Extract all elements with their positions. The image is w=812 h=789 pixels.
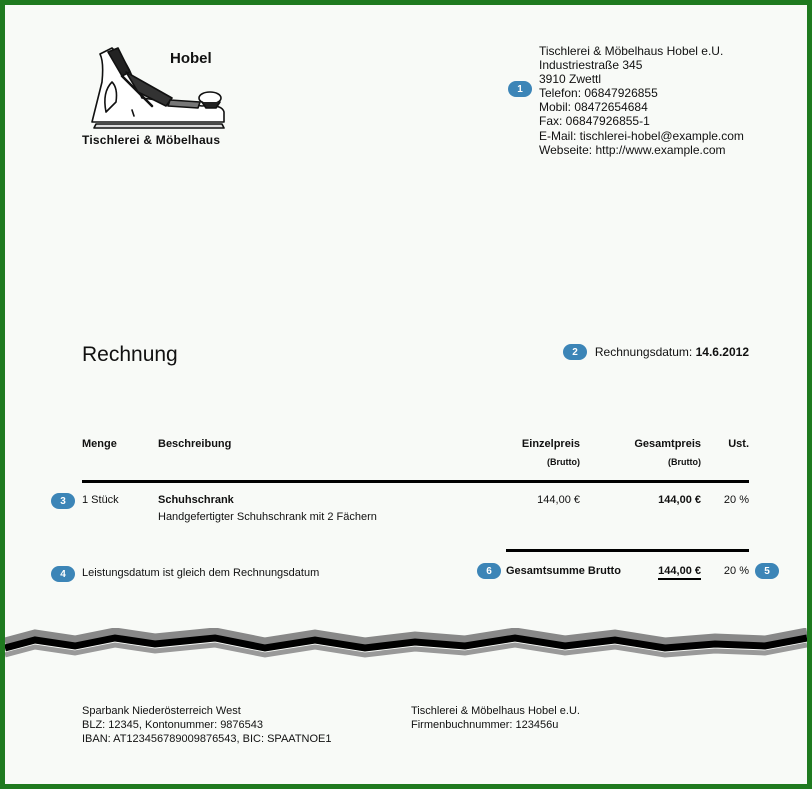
footer-firm-line: Firmenbuchnummer: 123456u	[411, 719, 559, 731]
address-line: 3910 Zwettl	[539, 72, 602, 87]
row-unit-price: 144,00 €	[537, 494, 580, 506]
badge-6: 6	[477, 563, 501, 579]
logo-subtitle: Tischlerei & Möbelhaus	[82, 133, 221, 147]
sum-divider	[506, 549, 749, 552]
sum-tax: 20 %	[723, 565, 749, 577]
page-title: Rechnung	[82, 343, 178, 366]
footer-bank-line: Sparbank Niederösterreich West	[82, 705, 241, 717]
sum-value: 144,00 €	[658, 565, 701, 580]
footer-bank-line: BLZ: 12345, Kontonummer: 9876543	[82, 719, 264, 731]
footer-firm-line: Tischlerei & Möbelhaus Hobel e.U.	[411, 705, 580, 717]
badge-4: 4	[51, 566, 75, 582]
row-total-price: 144,00 €	[658, 494, 701, 506]
invoice-date-value: 14.6.2012	[695, 345, 749, 359]
badge-1: 1	[508, 81, 532, 97]
header-qty: Menge	[82, 438, 117, 450]
header-unit-price: Einzelpreis	[521, 438, 580, 450]
header-total-price: Gesamtpreis	[634, 438, 701, 450]
address-line: Webseite: http://www.example.com	[539, 142, 726, 157]
badge-3: 3	[51, 493, 75, 509]
footer-bank	[82, 704, 332, 746]
footer-bank-line: IBAN: AT123456789009876543, BIC: SPAATNOE1	[82, 733, 332, 745]
service-date-note: Leistungsdatum ist gleich dem Rechnungsdatum	[82, 567, 320, 579]
address-line: Fax: 06847926855-1	[539, 114, 650, 129]
address-line: Industriestraße 345	[539, 58, 643, 73]
address-line: Telefon: 06847926855	[539, 86, 658, 101]
badge-2: 2	[563, 344, 587, 360]
row-detail: Handgefertigter Schuhschrank mit 2 Fächern	[158, 511, 377, 523]
sum-label: Gesamtsumme Brutto	[506, 565, 621, 577]
badge-5: 5	[755, 563, 779, 579]
header-desc: Beschreibung	[158, 438, 232, 450]
invoice-date	[595, 345, 749, 359]
row-tax: 20 %	[723, 494, 749, 506]
header-tax: Ust.	[728, 438, 749, 450]
address-line: Tischlerei & Möbelhaus Hobel e.U.	[539, 44, 724, 58]
company-address	[539, 44, 744, 157]
row-qty: 1 Stück	[82, 494, 119, 506]
address-line: Mobil: 08472654684	[539, 100, 648, 115]
address-line: E-Mail: tischlerei-hobel@example.com	[539, 128, 744, 143]
row-name: Schuhschrank	[158, 494, 234, 506]
torn-edge-divider	[5, 628, 807, 668]
footer-firm	[411, 704, 580, 732]
header-total-price-sub: (Brutto)	[668, 457, 701, 467]
logo-title: Hobel	[170, 50, 212, 67]
header-divider	[82, 480, 749, 483]
header-unit-price-sub: (Brutto)	[547, 457, 580, 467]
invoice-date-label: Rechnungsdatum:	[594, 345, 693, 359]
